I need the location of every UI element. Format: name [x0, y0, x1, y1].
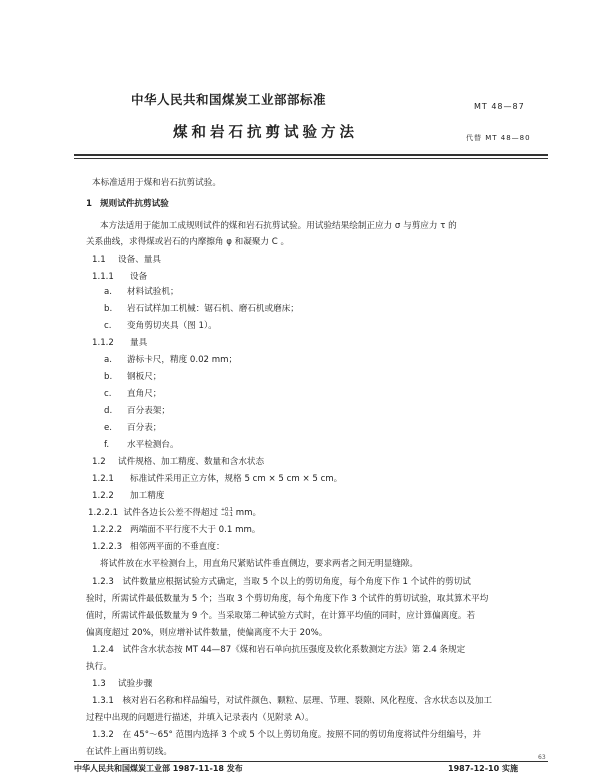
clause-1-2-2-2-text: 两端面不平行度不大于 0.1 mm。	[130, 525, 261, 535]
gauge-item-c-mark: c.	[104, 389, 112, 399]
clause-1-1-number: 1.1	[92, 255, 106, 265]
clause-1-2-3-line4: 偏离度超过 20%，则应增补试件数量，使偏离度不大于 20%。	[86, 628, 328, 638]
section-1-heading: 规则试件抗剪试验	[100, 199, 169, 209]
clause-1-2-3-line2: 验时，所需试件最低数量为 5 个；当取 3 个剪切角度，每个角度下作 3 个试件的剪切试验，取其算术平均	[86, 594, 489, 604]
clause-1-2-2-3-number: 1.2.2.3	[92, 542, 123, 552]
gauge-item-d-mark: d.	[104, 406, 113, 416]
gauge-item-e: 百分表；	[127, 423, 162, 433]
tolerance-lower: −0.1	[220, 511, 233, 518]
equipment-item-b: 岩石试样加工机械：锯石机、磨石机或磨床；	[127, 304, 299, 314]
standard-code: MT 48—87	[474, 102, 525, 111]
document-title: 煤和岩石抗剪试验方法	[173, 125, 358, 141]
gauge-item-e-mark: e.	[104, 423, 113, 433]
clause-1-3-text: 试验步骤	[118, 679, 153, 689]
header-rule-bottom	[74, 158, 548, 159]
gauge-item-f: 水平检测台。	[127, 440, 179, 450]
clause-1-2-2-text: 加工精度	[130, 491, 165, 501]
clause-1-3-1-line1: 1.3.1 核对岩石名称和样品编号，对试件颜色、颗粒、层理、节理、裂隙、风化程度、含水状态以及加工	[92, 696, 492, 706]
section-1-para-line1: 本方法适用于能加工成规则试件的煤和岩石抗剪试验。用试验结果绘制正应力 σ 与剪应力 τ 的	[100, 221, 457, 231]
clause-1-2-2-3-text: 相邻两平面的不垂直度：	[130, 542, 225, 552]
scope-statement: 本标准适用于煤和岩石抗剪试验。	[92, 178, 221, 188]
clause-1-2-2-1-number: 1.2.2.1	[88, 508, 119, 518]
clause-1-2-2-1-text: 试件各边长公差不得超过	[123, 508, 219, 518]
equipment-item-c: 变角剪切夹具（图 1）。	[127, 321, 217, 331]
clause-1-2-4-line2: 执行。	[86, 662, 112, 672]
section-1-number: 1	[86, 199, 92, 209]
issue-date: 中华人民共和国煤炭工业部 1987-11-18 发布	[74, 764, 243, 773]
gauge-item-d: 百分表架；	[127, 406, 170, 416]
replaces-standard: 代替 MT 48—80	[466, 134, 531, 142]
footer-rule	[74, 761, 548, 762]
equipment-item-a-mark: a.	[104, 287, 112, 297]
clause-1-2-2-1	[88, 507, 261, 519]
gauge-item-a: 游标卡尺，精度 0.02 mm；	[127, 355, 238, 365]
clause-1-2-2-2-number: 1.2.2.2	[92, 525, 123, 535]
equipment-item-c-mark: c.	[104, 321, 112, 331]
gauge-item-f-mark: f.	[104, 440, 110, 450]
gauge-item-b-mark: b.	[104, 372, 113, 382]
clause-1-1-text: 设备、量具	[118, 255, 161, 265]
effective-date: 1987-12-10 实施	[448, 764, 518, 773]
clause-1-3-number: 1.3	[92, 679, 106, 689]
clause-1-2-number: 1.2	[92, 457, 106, 467]
clause-1-1-1-text: 设备	[130, 272, 148, 282]
clause-1-2-2-number: 1.2.2	[92, 491, 114, 501]
tolerance-upper: +0.1	[220, 506, 233, 513]
clause-1-1-2-number: 1.1.2	[92, 338, 114, 348]
clause-1-3-2-line2: 在试件上画出剪切线。	[86, 747, 172, 757]
clause-1-2-3-line1: 1.2.3 试件数量应根据试验方式确定，当取 5 个以上的剪切角度，每个角度下作 1 个试件的剪切试	[92, 577, 471, 587]
page-number: 63	[538, 754, 546, 761]
header-rule-top	[74, 154, 548, 156]
clause-1-2-text: 试件规格、加工精度、数量和含水状态	[118, 457, 265, 467]
issuing-org: 中华人民共和国煤炭工业部部标准	[131, 92, 327, 107]
clause-1-2-1-number: 1.2.1	[92, 474, 114, 484]
gauge-item-b: 钢板尺；	[127, 372, 162, 382]
tolerance-unit: mm。	[235, 508, 262, 518]
clause-1-2-4-line1: 1.2.4 试件含水状态按 MT 44—87《煤和岩石单向抗压强度及软化系数测定方法》第 2.4 条规定	[92, 645, 466, 655]
clause-1-1-1-number: 1.1.1	[92, 272, 114, 282]
clause-1-2-1-text: 标准试件采用正立方体，规格 5 cm × 5 cm × 5 cm。	[130, 474, 343, 484]
clause-1-2-2-3-body: 将试件放在水平检测台上，用直角尺紧贴试件垂直侧边，要求两者之间无明显缝隙。	[100, 559, 418, 569]
equipment-item-a: 材料试验机；	[127, 287, 179, 297]
section-1-para-line2: 关系曲线，求得煤或岩石的内摩擦角 φ 和凝聚力 C 。	[86, 237, 290, 247]
gauge-item-a-mark: a.	[104, 355, 112, 365]
equipment-item-b-mark: b.	[104, 304, 113, 314]
tolerance-value	[221, 508, 233, 518]
clause-1-3-1-line2: 过程中出现的问题进行描述，并填入记录表内（见附录 A）。	[86, 713, 314, 723]
clause-1-3-2-line1: 1.3.2 在 45°～65° 范围内选择 3 个或 5 个以上剪切角度。按照不同的剪切角度将试件分组编号，并	[92, 730, 482, 740]
clause-1-2-3-line3: 值时，所需试件最低数量为 9 个。当采取第二种试验方式时，在计算平均值的同时，应计算偏离度。若	[86, 611, 476, 621]
clause-1-1-2-text: 量具	[130, 338, 148, 348]
gauge-item-c: 直角尺；	[127, 389, 162, 399]
